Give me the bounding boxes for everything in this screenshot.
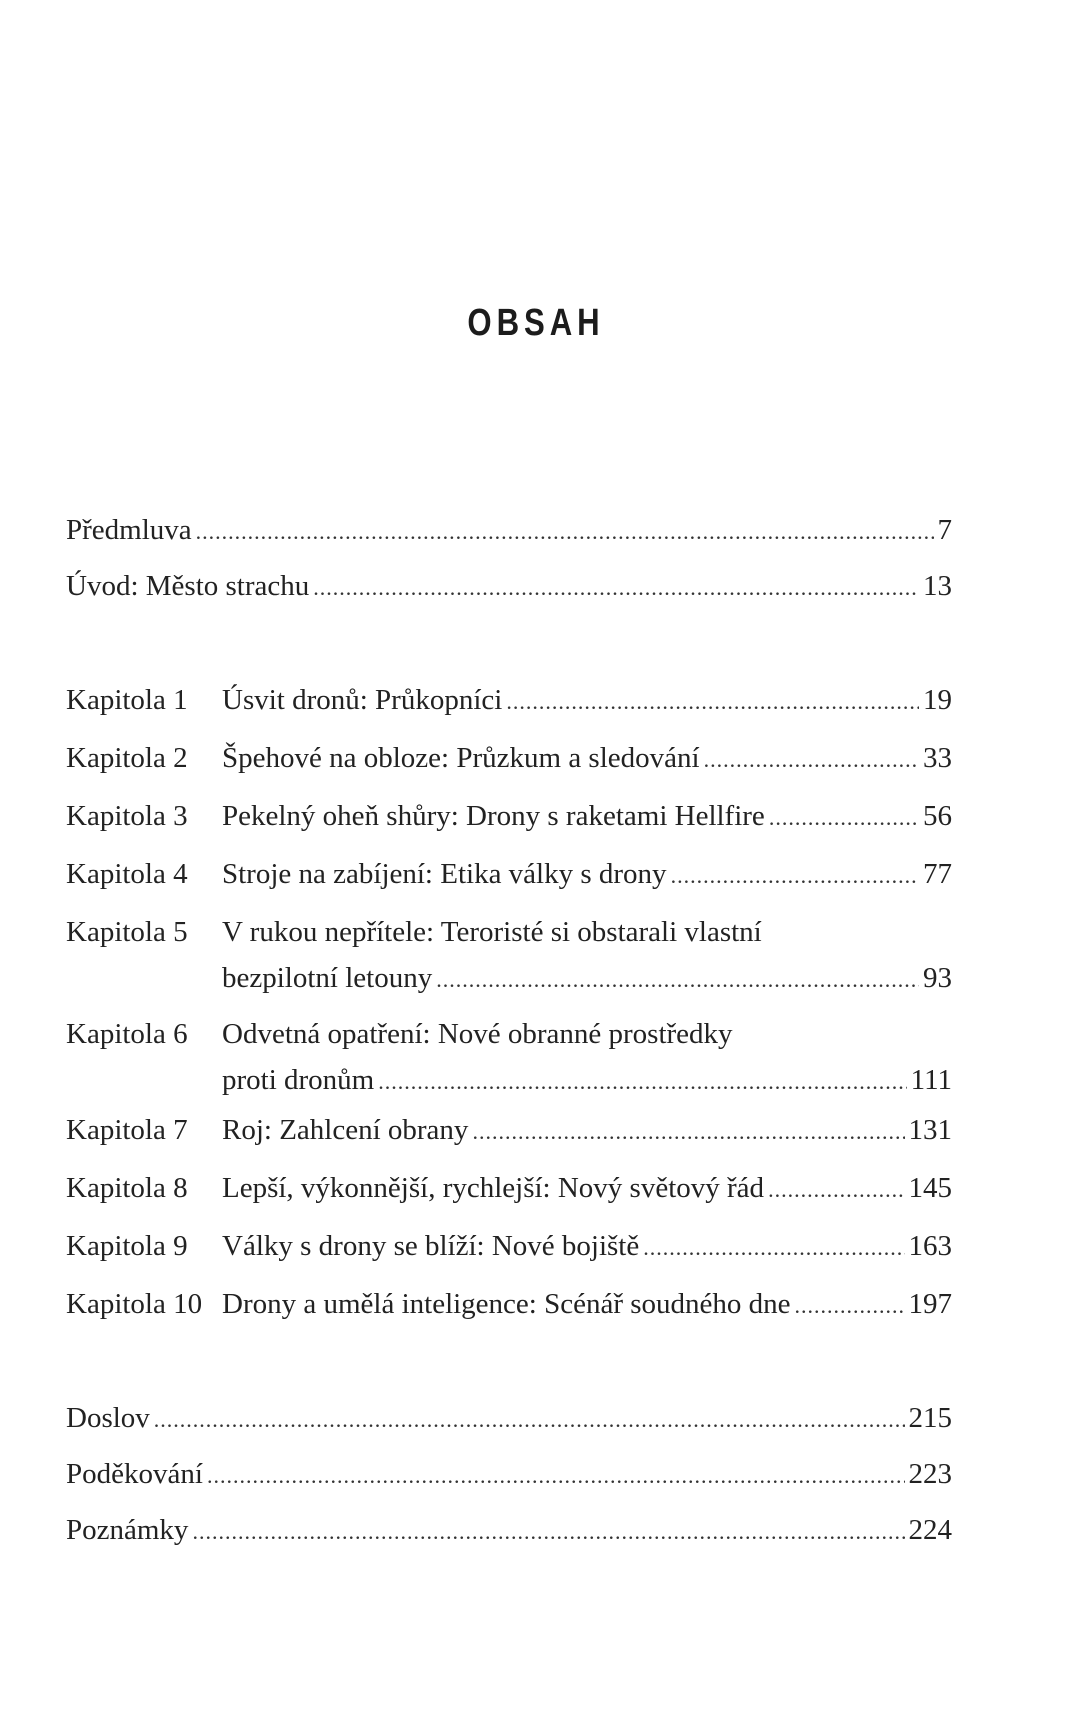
entry-page: 224	[908, 1514, 952, 1546]
chapter-label: Kapitola 9	[66, 1230, 188, 1262]
chapter-label: Kapitola 8	[66, 1172, 188, 1204]
entry-page: 19	[923, 684, 952, 716]
entry-title: Pekelný oheň shůry: Drony s raketami Hellfire	[222, 800, 765, 832]
toc-entry-chapter-10	[66, 1282, 952, 1326]
toc-entry-chapter-3	[66, 794, 952, 838]
entry-page: 93	[923, 962, 952, 994]
chapter-label: Kapitola 3	[66, 800, 188, 832]
dot-leader	[378, 1060, 906, 1104]
dot-leader	[704, 738, 919, 782]
chapter-label: Kapitola 1	[66, 684, 188, 716]
entry-page: 197	[908, 1288, 952, 1320]
entry-title: Stroje na zabíjení: Etika války s drony	[222, 858, 667, 890]
entry-page: 7	[937, 514, 952, 546]
toc-entry-afterword	[66, 1396, 952, 1440]
dot-leader	[196, 510, 934, 554]
entry-title: Úvod: Město strachu	[66, 570, 310, 602]
entry-title: Poděkování	[66, 1458, 203, 1490]
toc-entry-chapter-1	[66, 678, 952, 722]
dot-leader	[768, 1168, 904, 1212]
entry-page: 145	[908, 1172, 952, 1204]
chapter-label: Kapitola 7	[66, 1114, 188, 1146]
dot-leader	[506, 680, 919, 724]
dot-leader	[154, 1398, 905, 1442]
entry-page: 215	[908, 1402, 952, 1434]
entry-title: Poznámky	[66, 1514, 189, 1546]
toc-entry-preface	[66, 508, 952, 552]
toc-entry-chapter-6-line-2	[66, 1058, 952, 1102]
entry-page: 77	[923, 858, 952, 890]
entry-page: 111	[910, 1064, 952, 1096]
toc-entry-chapter-2	[66, 736, 952, 780]
entry-page: 56	[923, 800, 952, 832]
entry-page: 131	[908, 1114, 952, 1146]
toc-entry-chapter-7	[66, 1108, 952, 1152]
chapter-label: Kapitola 2	[66, 742, 188, 774]
entry-title-line-2: bezpilotní letouny	[222, 962, 433, 994]
entry-title-line-2: proti dronům	[222, 1064, 375, 1096]
entry-page: 13	[923, 570, 952, 602]
page-title: OBSAH	[467, 302, 605, 344]
dot-leader	[643, 1226, 904, 1270]
toc-entry-chapter-4	[66, 852, 952, 896]
dot-leader	[192, 1510, 904, 1554]
chapter-label: Kapitola 6	[66, 1018, 188, 1050]
toc-entry-chapter-5-line-1	[66, 910, 952, 954]
toc-entry-acknowledgements	[66, 1452, 952, 1496]
entry-page: 33	[923, 742, 952, 774]
toc-entry-chapter-9	[66, 1224, 952, 1268]
toc-entry-chapter-5-line-2	[66, 956, 952, 1000]
dot-leader	[436, 958, 919, 1002]
dot-leader	[207, 1454, 905, 1498]
entry-page: 163	[908, 1230, 952, 1262]
toc-entry-chapter-6-line-1	[66, 1012, 952, 1056]
chapter-label: Kapitola 10	[66, 1288, 203, 1320]
entry-title: Lepší, výkonnější, rychlejší: Nový světový řád	[222, 1172, 765, 1204]
entry-title: Drony a umělá inteligence: Scénář soudného dne	[222, 1288, 791, 1320]
entry-title: Předmluva	[66, 514, 192, 546]
toc-entry-introduction	[66, 564, 952, 608]
entry-title: Špehové na obloze: Průzkum a sledování	[222, 742, 700, 774]
entry-title: Doslov	[66, 1402, 150, 1434]
dot-leader	[769, 796, 919, 840]
chapter-label: Kapitola 4	[66, 858, 188, 890]
entry-title-line-1: V rukou nepřítele: Teroristé si obstarali vlastní	[222, 916, 762, 948]
entry-title: Úsvit dronů: Průkopníci	[222, 684, 503, 716]
toc-entry-notes	[66, 1508, 952, 1552]
chapter-label: Kapitola 5	[66, 916, 188, 948]
entry-title-line-1: Odvetná opatření: Nové obranné prostředky	[222, 1018, 733, 1050]
dot-leader	[671, 854, 919, 898]
entry-title: Války s drony se blíží: Nové bojiště	[222, 1230, 640, 1262]
dot-leader	[472, 1110, 904, 1154]
entry-title: Roj: Zahlcení obrany	[222, 1114, 469, 1146]
toc-entry-chapter-8	[66, 1166, 952, 1210]
entry-page: 223	[908, 1458, 952, 1490]
dot-leader	[313, 566, 919, 610]
dot-leader	[795, 1284, 905, 1328]
